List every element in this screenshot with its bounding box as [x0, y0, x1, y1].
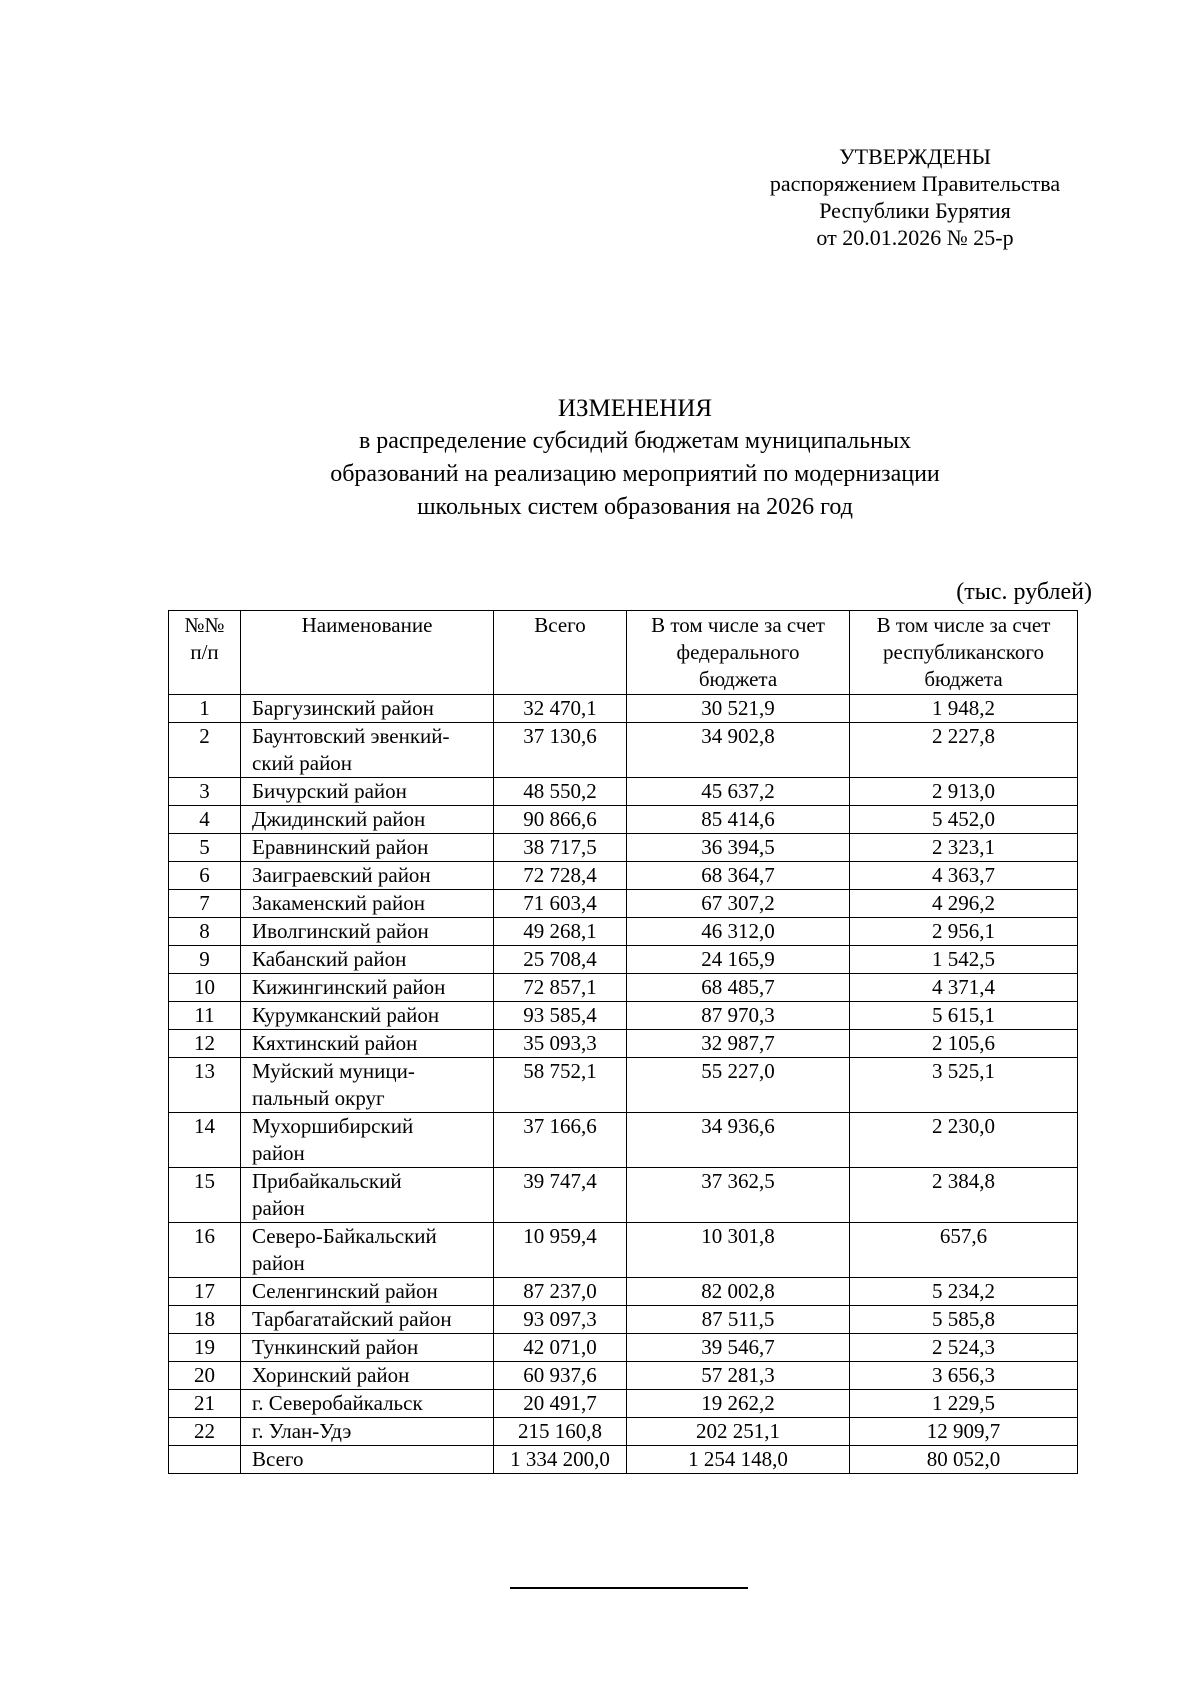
row-number: 3	[169, 778, 241, 806]
header-republic-line-3: бюджета	[924, 667, 1003, 691]
row-total: 215 160,8	[494, 1418, 627, 1446]
row-republic: 1 948,2	[850, 695, 1078, 723]
row-total: 87 237,0	[494, 1278, 627, 1306]
row-name	[241, 862, 494, 890]
row-number: 8	[169, 918, 241, 946]
row-total: 48 550,2	[494, 778, 627, 806]
row-number: 18	[169, 1306, 241, 1334]
row-number: 1	[169, 695, 241, 723]
row-name-line: Кяхтинский район	[252, 1031, 418, 1055]
row-name-line: Тункинский район	[252, 1335, 419, 1359]
row-number: 22	[169, 1418, 241, 1446]
row-federal: 30 521,9	[627, 695, 850, 723]
approval-stamp	[745, 143, 1085, 251]
table-row	[169, 778, 1078, 806]
row-name-line: Еравнинский район	[252, 835, 429, 859]
row-total: 42 071,0	[494, 1334, 627, 1362]
row-name-line: Бичурский район	[252, 779, 407, 803]
row-republic: 2 524,3	[850, 1334, 1078, 1362]
row-number: 14	[169, 1113, 241, 1168]
row-name-line: Всего	[252, 1447, 304, 1471]
table-row	[169, 1306, 1078, 1334]
row-republic: 4 371,4	[850, 974, 1078, 1002]
table-row	[169, 974, 1078, 1002]
row-name-line: Прибайкальский	[252, 1169, 402, 1193]
row-number: 19	[169, 1334, 241, 1362]
header-federal-line-2: федерального	[676, 640, 800, 664]
row-name-line: Тарбагатайский район	[252, 1307, 452, 1331]
row-name-line: ский район	[252, 751, 353, 775]
header-name: Наименование	[241, 611, 494, 695]
row-name-line: г. Северобайкальск	[252, 1391, 423, 1415]
table-row	[169, 723, 1078, 778]
table-row	[169, 1446, 1078, 1474]
table-row	[169, 695, 1078, 723]
title-heading: ИЗМЕНЕНИЯ	[557, 395, 713, 422]
header-federal-line-1: В том числе за счет	[651, 613, 825, 637]
table-row	[169, 1002, 1078, 1030]
row-name	[241, 918, 494, 946]
row-republic: 5 452,0	[850, 806, 1078, 834]
row-name	[241, 1390, 494, 1418]
row-republic: 2 323,1	[850, 834, 1078, 862]
row-republic: 3 656,3	[850, 1362, 1078, 1390]
table-row	[169, 1390, 1078, 1418]
row-republic: 657,6	[850, 1223, 1078, 1278]
units-label: (тыс. рублей)	[956, 579, 1092, 605]
row-number: 7	[169, 890, 241, 918]
row-number: 13	[169, 1058, 241, 1113]
row-name	[241, 1058, 494, 1113]
table-header-row	[169, 611, 1078, 695]
row-federal: 85 414,6	[627, 806, 850, 834]
row-federal: 67 307,2	[627, 890, 850, 918]
row-republic: 3 525,1	[850, 1058, 1078, 1113]
row-federal: 19 262,2	[627, 1390, 850, 1418]
row-republic: 4 363,7	[850, 862, 1078, 890]
row-name-line: Баунтовский эвенкий-	[252, 724, 450, 748]
row-number: 6	[169, 862, 241, 890]
row-total: 38 717,5	[494, 834, 627, 862]
table-row	[169, 1278, 1078, 1306]
row-name	[241, 1334, 494, 1362]
row-number: 9	[169, 946, 241, 974]
row-federal: 55 227,0	[627, 1058, 850, 1113]
row-number: 5	[169, 834, 241, 862]
row-total: 37 166,6	[494, 1113, 627, 1168]
row-republic: 2 227,8	[850, 723, 1078, 778]
row-name-line: Хоринский район	[252, 1363, 410, 1387]
end-divider	[510, 1587, 748, 1589]
title-line-1: в распределение субсидий бюджетам муниципальных	[358, 428, 912, 454]
subsidy-table	[168, 610, 1078, 1474]
row-name	[241, 1223, 494, 1278]
row-federal: 39 546,7	[627, 1334, 850, 1362]
row-name-line: район	[252, 1196, 305, 1220]
row-republic: 5 615,1	[850, 1002, 1078, 1030]
row-name-line: пальный округ	[252, 1086, 385, 1110]
table-row	[169, 834, 1078, 862]
row-republic: 5 234,2	[850, 1278, 1078, 1306]
approval-line-3: Республики Бурятия	[819, 198, 1011, 223]
table-row	[169, 1113, 1078, 1168]
row-republic: 2 384,8	[850, 1168, 1078, 1223]
table-row	[169, 1418, 1078, 1446]
row-federal: 10 301,8	[627, 1223, 850, 1278]
row-number: 17	[169, 1278, 241, 1306]
row-republic: 2 105,6	[850, 1030, 1078, 1058]
row-name-line: Селенгинский район	[252, 1279, 438, 1303]
table-row	[169, 946, 1078, 974]
header-num	[169, 611, 241, 695]
row-republic: 1 229,5	[850, 1390, 1078, 1418]
approval-line-4: от 20.01.2026 № 25-р	[816, 225, 1014, 250]
table-row	[169, 1334, 1078, 1362]
header-num-line-1: №№	[184, 613, 225, 637]
row-federal: 68 364,7	[627, 862, 850, 890]
row-total: 35 093,3	[494, 1030, 627, 1058]
header-federal-line-3: бюджета	[698, 667, 778, 691]
row-total: 72 857,1	[494, 974, 627, 1002]
table-body	[169, 695, 1078, 1474]
row-number: 11	[169, 1002, 241, 1030]
row-federal: 45 637,2	[627, 778, 850, 806]
row-name-line: Баргузинский район	[252, 696, 434, 720]
row-name	[241, 806, 494, 834]
row-total: 60 937,6	[494, 1362, 627, 1390]
row-federal: 34 902,8	[627, 723, 850, 778]
row-name	[241, 1418, 494, 1446]
row-total: 90 866,6	[494, 806, 627, 834]
row-name	[241, 1278, 494, 1306]
table-row	[169, 918, 1078, 946]
row-number: 15	[169, 1168, 241, 1223]
row-federal: 34 936,6	[627, 1113, 850, 1168]
row-name	[241, 1446, 494, 1474]
row-number: 2	[169, 723, 241, 778]
row-name	[241, 1002, 494, 1030]
header-federal	[627, 611, 850, 695]
row-name-line: Курумканский район	[252, 1003, 440, 1027]
row-name	[241, 834, 494, 862]
table-row	[169, 890, 1078, 918]
row-name-line: Закаменский район	[252, 891, 425, 915]
row-federal: 57 281,3	[627, 1362, 850, 1390]
header-republic	[850, 611, 1078, 695]
row-federal: 68 485,7	[627, 974, 850, 1002]
row-total: 72 728,4	[494, 862, 627, 890]
row-name-line: Кижингинский район	[252, 975, 446, 999]
row-total: 93 585,4	[494, 1002, 627, 1030]
row-number	[169, 1446, 241, 1474]
row-republic: 2 913,0	[850, 778, 1078, 806]
row-republic: 12 909,7	[850, 1418, 1078, 1446]
row-total: 25 708,4	[494, 946, 627, 974]
row-name-line: Муйский муници-	[252, 1059, 415, 1083]
title-line-2: образований на реализацию мероприятий по модернизации	[330, 461, 940, 487]
header-total: Всего	[494, 611, 627, 695]
row-name	[241, 1113, 494, 1168]
table-row	[169, 862, 1078, 890]
row-total: 32 470,1	[494, 695, 627, 723]
row-name-line: Северо-Байкальский	[252, 1224, 437, 1248]
row-name	[241, 1030, 494, 1058]
row-total: 10 959,4	[494, 1223, 627, 1278]
row-republic: 80 052,0	[850, 1446, 1078, 1474]
row-federal: 202 251,1	[627, 1418, 850, 1446]
row-number: 21	[169, 1390, 241, 1418]
row-republic: 5 585,8	[850, 1306, 1078, 1334]
row-number: 12	[169, 1030, 241, 1058]
row-republic: 2 956,1	[850, 918, 1078, 946]
title-line-3: школьных систем образования на 2026 год	[417, 494, 853, 520]
row-total: 71 603,4	[494, 890, 627, 918]
approval-line-2: распоряжением Правительства	[769, 171, 1061, 196]
row-federal: 82 002,8	[627, 1278, 850, 1306]
header-republic-line-2: республиканского	[883, 640, 1044, 664]
row-name-line: Мухоршибирский	[252, 1114, 414, 1138]
row-name-line: Джидинский район	[252, 807, 426, 831]
table-row	[169, 1168, 1078, 1223]
row-name-line: район	[252, 1251, 305, 1275]
row-republic: 2 230,0	[850, 1113, 1078, 1168]
table-row	[169, 1362, 1078, 1390]
row-name-line: район	[252, 1141, 305, 1165]
row-name-line: Иволгинский район	[252, 919, 429, 943]
approval-line-1: УТВЕРЖДЕНЫ	[839, 144, 991, 169]
row-number: 4	[169, 806, 241, 834]
table-row	[169, 1030, 1078, 1058]
row-total: 49 268,1	[494, 918, 627, 946]
row-federal: 37 362,5	[627, 1168, 850, 1223]
row-name	[241, 1168, 494, 1223]
table-row	[169, 806, 1078, 834]
row-number: 16	[169, 1223, 241, 1278]
header-num-line-2: п/п	[190, 640, 219, 664]
row-number: 10	[169, 974, 241, 1002]
row-total: 20 491,7	[494, 1390, 627, 1418]
row-total: 93 097,3	[494, 1306, 627, 1334]
row-total: 58 752,1	[494, 1058, 627, 1113]
row-name	[241, 974, 494, 1002]
row-federal: 1 254 148,0	[627, 1446, 850, 1474]
row-name-line: Кабанский район	[252, 947, 407, 971]
row-name	[241, 1306, 494, 1334]
row-total: 1 334 200,0	[494, 1446, 627, 1474]
row-name	[241, 695, 494, 723]
header-republic-line-1: В том числе за счет	[876, 613, 1051, 637]
row-name	[241, 1362, 494, 1390]
table-row	[169, 1223, 1078, 1278]
row-name-line: Заиграевский район	[252, 863, 431, 887]
row-total: 39 747,4	[494, 1168, 627, 1223]
row-federal: 24 165,9	[627, 946, 850, 974]
row-republic: 1 542,5	[850, 946, 1078, 974]
row-federal: 46 312,0	[627, 918, 850, 946]
row-federal: 87 511,5	[627, 1306, 850, 1334]
row-federal: 87 970,3	[627, 1002, 850, 1030]
row-name	[241, 890, 494, 918]
row-number: 20	[169, 1362, 241, 1390]
row-name	[241, 723, 494, 778]
row-total: 37 130,6	[494, 723, 627, 778]
row-federal: 36 394,5	[627, 834, 850, 862]
row-republic: 4 296,2	[850, 890, 1078, 918]
row-name	[241, 946, 494, 974]
document-title	[170, 392, 1100, 524]
row-name	[241, 778, 494, 806]
row-name-line: г. Улан-Удэ	[252, 1419, 352, 1443]
row-federal: 32 987,7	[627, 1030, 850, 1058]
table-row	[169, 1058, 1078, 1113]
